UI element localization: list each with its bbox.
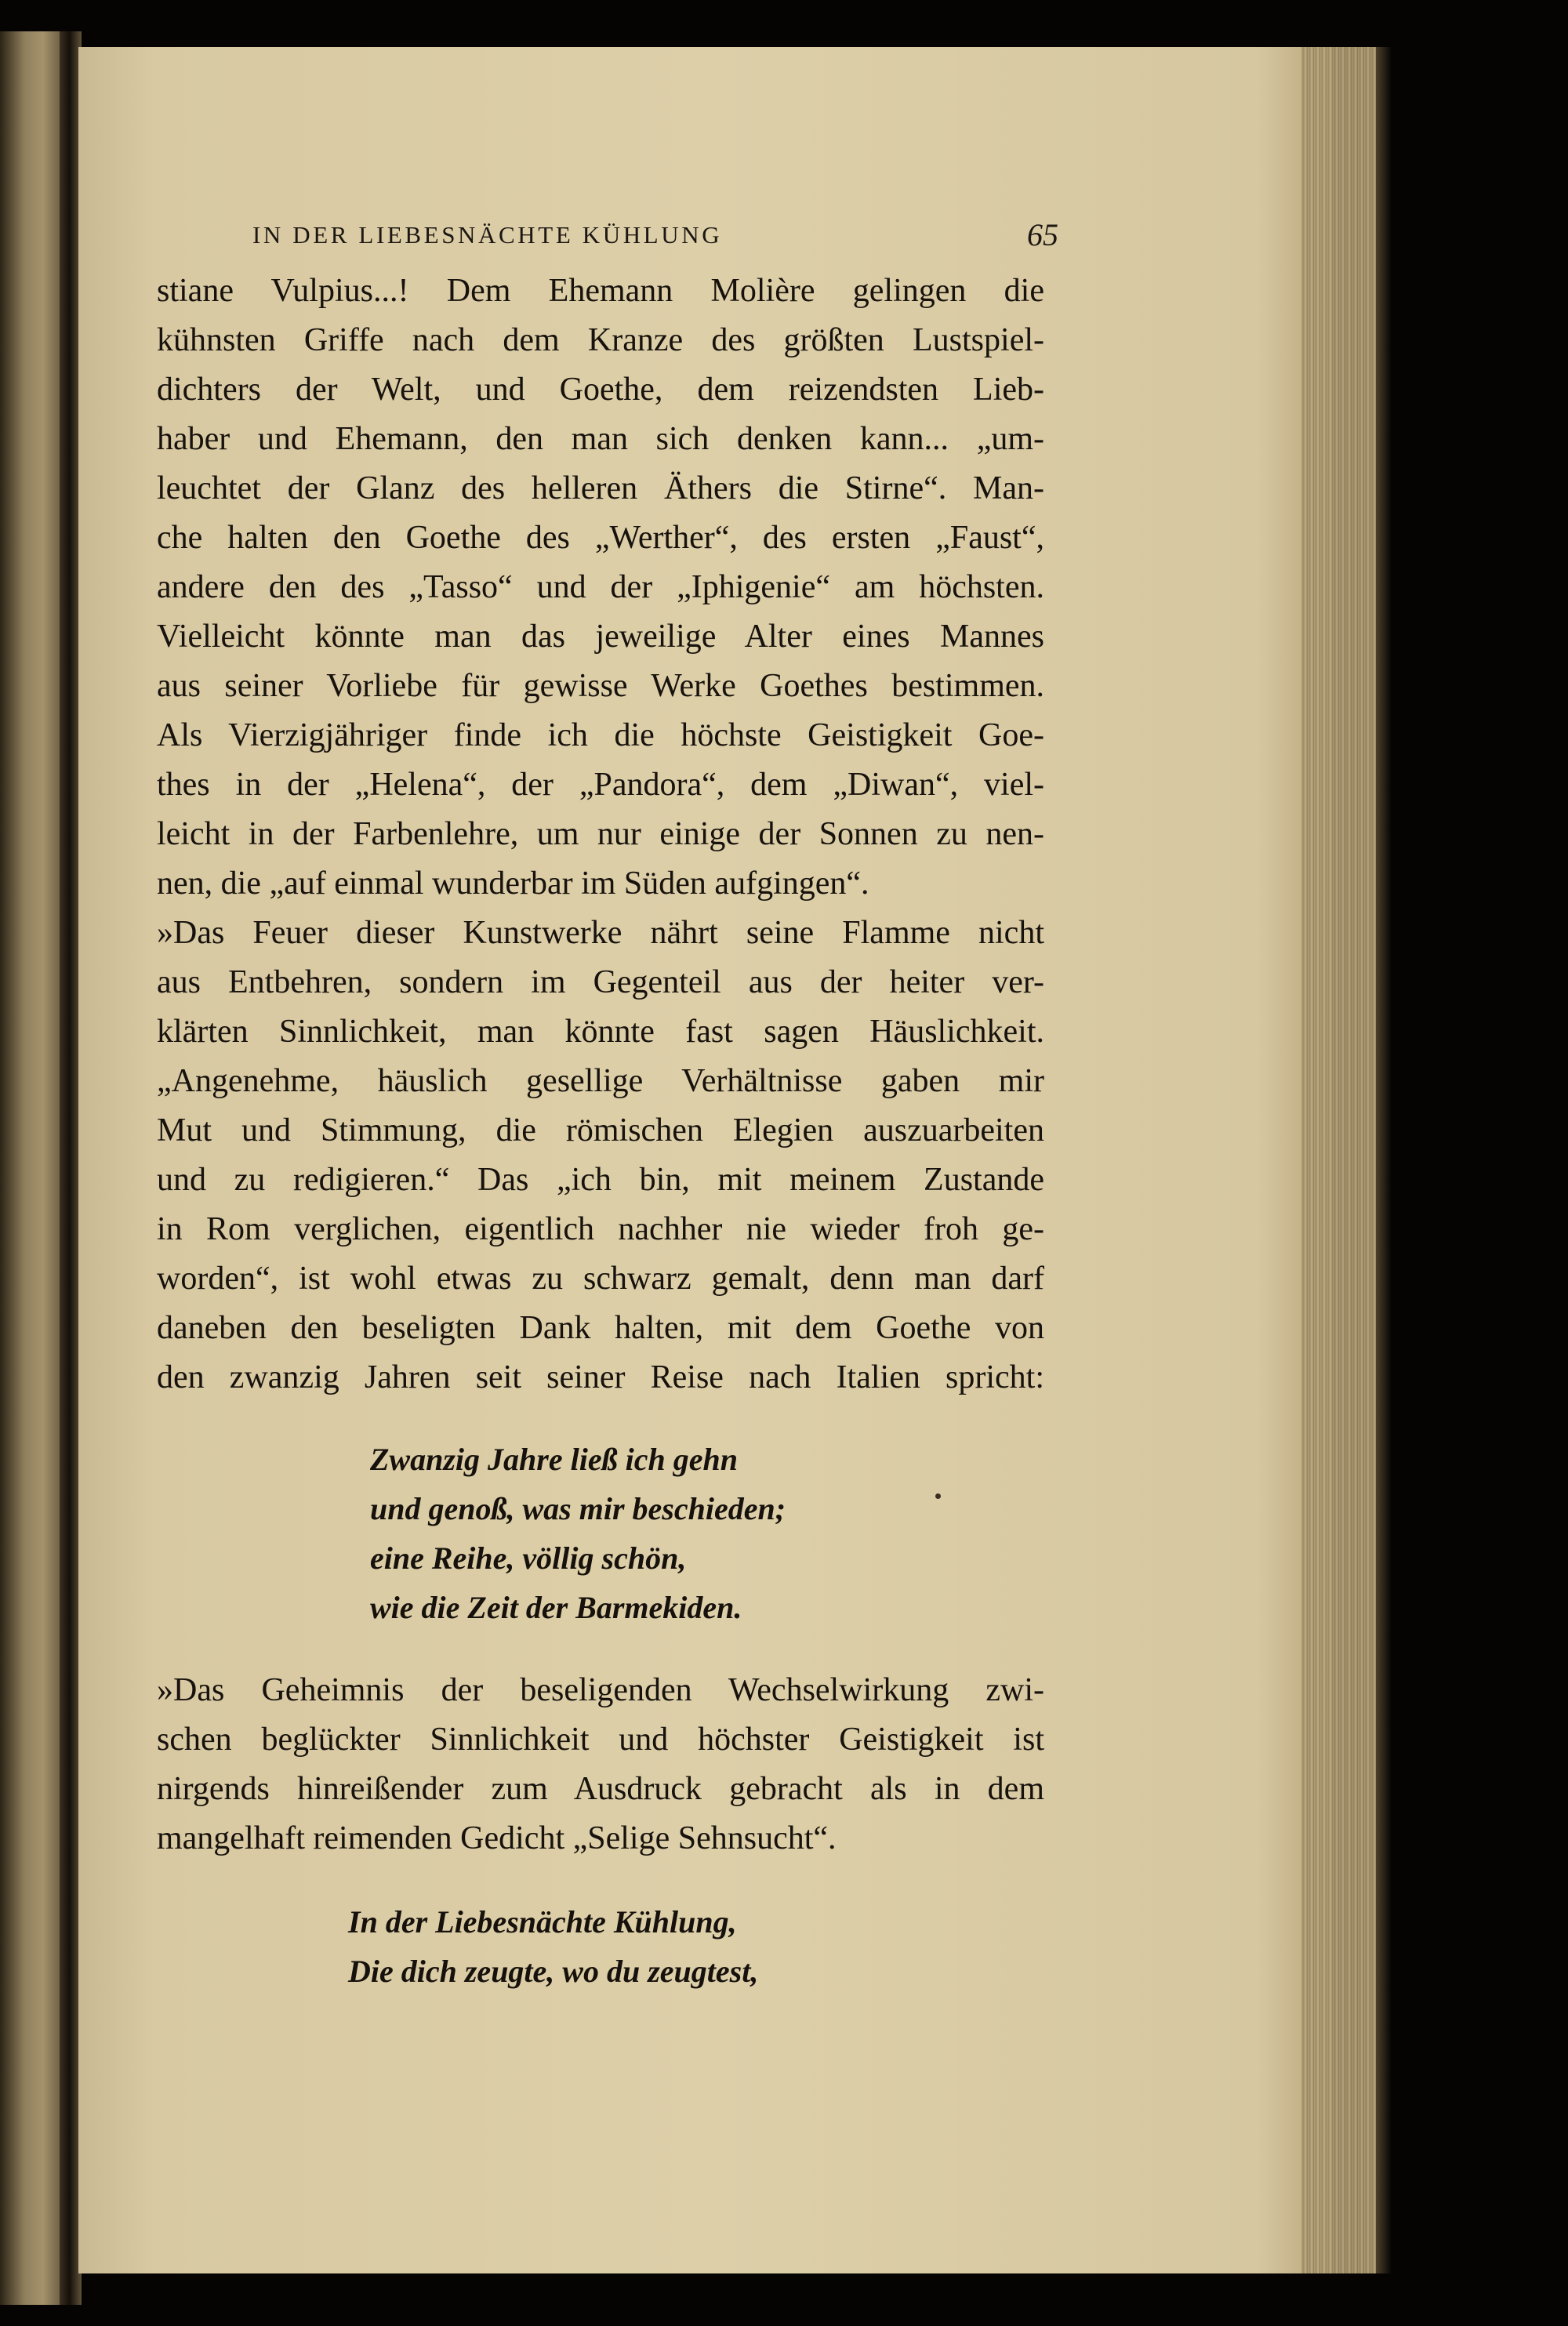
text-line: in Rom verglichen, eigentlich nachher nie wieder froh ge- — [157, 1211, 1044, 1247]
text-line: daneben den beseligten Dank halten, mit dem Goethe von — [157, 1310, 1044, 1346]
text-line: aus seiner Vorliebe für gewisse Werke Goethes bestimmen. — [157, 668, 1044, 704]
main-text-2 — [157, 1666, 1044, 1863]
text-line: den zwanzig Jahren seit seiner Reise nach Italien spricht: — [157, 1359, 1044, 1395]
text-line: leicht in der Farbenlehre, um nur einige der Sonnen zu nen- — [157, 816, 1044, 852]
text-line: mangelhaft reimenden Gedicht „Selige Sehnsucht“. — [157, 1820, 837, 1856]
running-title: IN DER LIEBESNÄCHTE KÜHLUNG — [252, 221, 723, 249]
verse-line: Die dich zeugte, wo du zeugtest, — [348, 1954, 759, 1989]
page-number: 65 — [1027, 217, 1058, 252]
text-line: Vielleicht könnte man das jeweilige Alter eines Mannes — [157, 619, 1044, 655]
text-line: Mut und Stimmung, die römischen Elegien auszuarbeiten — [157, 1112, 1044, 1148]
verse-line: wie die Zeit der Barmekiden. — [370, 1590, 742, 1625]
text-line: nen, die „auf einmal wunderbar im Süden aufgingen“. — [157, 865, 869, 902]
text-line: haber und Ehemann, den man sich denken kann... „um- — [157, 421, 1044, 457]
text-line: klärten Sinnlichkeit, man könnte fast sagen Häuslichkeit. — [157, 1014, 1044, 1050]
text-line: che halten den Goethe des „Werther“, des ersten „Faust“, — [157, 520, 1044, 556]
text-line: Als Vierzigjähriger finde ich die höchste Geistigkeit Goe- — [157, 717, 1044, 753]
text-line: »Das Geheimnis der beseligenden Wechselwirkung zwi- — [157, 1672, 1044, 1708]
text-line: worden“, ist wohl etwas zu schwarz gemalt, denn man darf — [157, 1261, 1044, 1297]
text-line: stiane Vulpius...! Dem Ehemann Molière gelingen die — [157, 273, 1044, 309]
verse-block-1 — [370, 1435, 786, 1632]
text-line: nirgends hinreißender zum Ausdruck gebracht als in dem — [157, 1771, 1044, 1807]
page-stack-edge — [1301, 47, 1380, 2273]
text-line: »Das Feuer dieser Kunstwerke nährt seine Flamme nicht — [157, 915, 1044, 951]
text-line: dichters der Welt, und Goethe, dem reizendsten Lieb- — [157, 372, 1044, 408]
text-line: und zu redigieren.“ Das „ich bin, mit meinem Zustande — [157, 1162, 1044, 1198]
left-page-edge — [0, 31, 61, 2305]
page-edge-shadow — [1376, 47, 1392, 2273]
verse-line: eine Reihe, völlig schön, — [370, 1540, 687, 1576]
text-line: aus Entbehren, sondern im Gegenteil aus der heiter ver- — [157, 964, 1044, 1000]
verse-line: Zwanzig Jahre ließ ich gehn — [370, 1442, 738, 1477]
text-line: „Angenehme, häuslich gesellige Verhältnisse gaben mir — [157, 1063, 1044, 1099]
page-header — [252, 217, 1058, 260]
verse-block-2 — [348, 1897, 758, 1996]
verse-line: und genoß, was mir beschieden; — [370, 1491, 786, 1526]
text-line: kühnsten Griffe nach dem Kranze des größten Lustspiel- — [157, 322, 1044, 358]
verse-line: In der Liebesnächte Kühlung, — [348, 1904, 737, 1940]
text-line: leuchtet der Glanz des helleren Äthers die Stirne“. Man- — [157, 470, 1044, 506]
ink-speck — [935, 1493, 941, 1499]
main-text — [157, 267, 1044, 1402]
text-line: schen beglückter Sinnlichkeit und höchster Geistigkeit ist — [157, 1722, 1044, 1758]
text-line: andere den des „Tasso“ und der „Iphigenie“ am höchsten. — [157, 569, 1044, 605]
text-line: thes in der „Helena“, der „Pandora“, dem „Diwan“, viel- — [157, 767, 1044, 803]
